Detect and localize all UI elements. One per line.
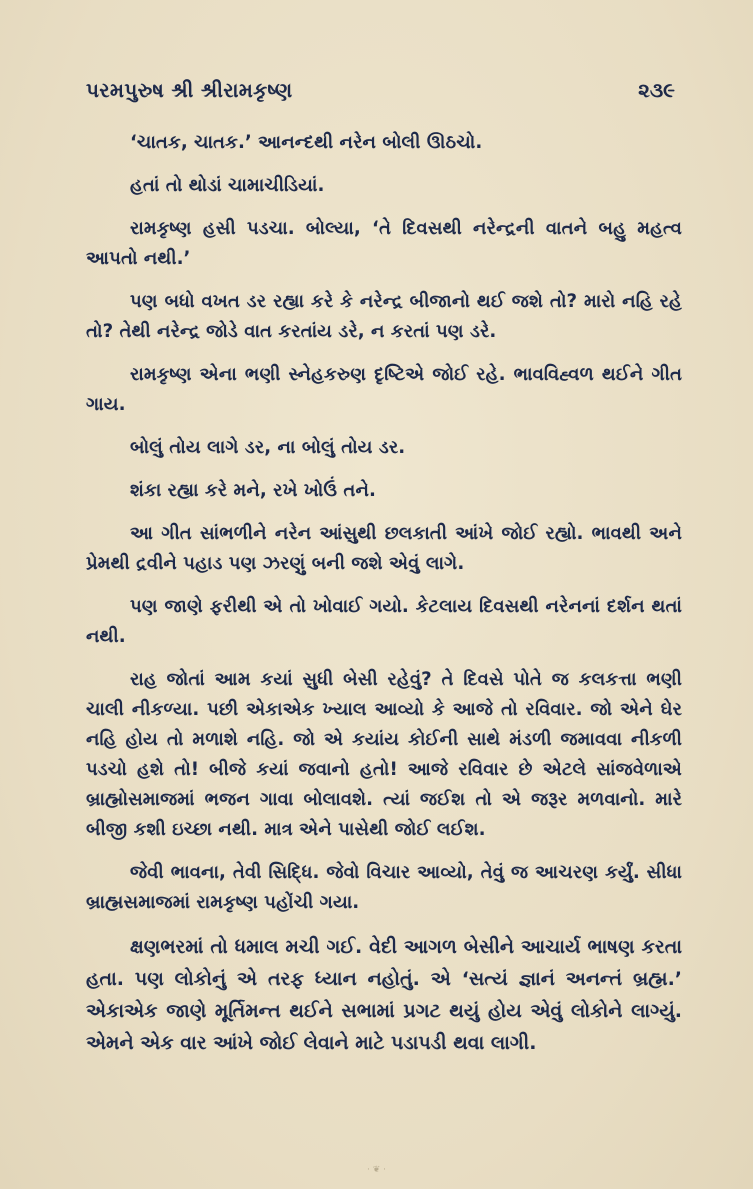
paragraph: રામકૃષ્ણ એના ભણી સ્નેહકરુણ દૃષ્ટિએ જોઈ રહે. ભાવવિહ્વળ થઈને ગીત ગાય. <box>86 364 682 415</box>
song-line: શંકા રહ્યા કરે મને, રખે ખોઉં તને. <box>130 480 376 501</box>
paragraph: રામકૃષ્ણ હસી પડચા. બોલ્યા, ‘તે દિવસથી નરેન્દ્રની વાતને બહુ મહત્વ આપતો નથી.’ <box>86 218 682 269</box>
paragraph: આ ગીત સાંભળીને નરેન આંસુથી છલકાતી આંખે જોઈ રહ્યો. ભાવથી અને પ્રેમથી દ્રવીને પહાડ પણ ઝરણું બની જશે એવું લાગે. <box>86 523 682 574</box>
paragraph: જેવી ભાવના, તેવી સિદ્ધિ. જેવો વિચાર આવ્યો, તેવું જ આચરણ કર્યું. સીધા બ્રાહ્મસમાજમાં રામકૃષ્ણ પહોંચી ગયા. <box>86 862 682 913</box>
paragraph: પણ બધો વખત ડર રહ્યા કરે કે નરેન્દ્ર બીજાનો થઈ જશે તો? મારો નહિ રહે તો? તેથી નરેન્દ્ર જોડે વાત કરતાંય ડરે, ન કરતાં પણ ડરે. <box>86 291 682 342</box>
song-line: બોલું તોય લાગે ડર, ના બોલું તોય ડર. <box>130 437 406 458</box>
paragraph: ક્ષણભરમાં તો ધમાલ મચી ગઈ. વેદી આગળ બેસીને આચાર્ય ભાષણ કરતા હતા. પણ લોકોનું એ તરફ ધ્યાન નહોતું. એ ‘સત્યં જ્ઞાનં અનન્તં બ્રહ્મ.’ એકાએક જાણે મૂર્તિમન્ત થઈને સભામાં પ્રગટ થયું હોય એવું લોકોને લાગ્યું. એમને એક વાર આંખે જોઈ લેવાને માટે પડાપડી થવા લાગી. <box>86 936 682 1054</box>
page-header <box>86 78 675 102</box>
paragraph: રાહ જોતાં આમ કયાં સુધી બેસી રહેવું? તે દિવસે પોતે જ કલકત્તા ભણી ચાલી નીકળ્યા. પછી એકાએક ખ્યાલ આવ્યો કે આજે તો રવિવાર. જો એને ઘેર નહિ હોય તો મળાશે નહિ. જો એ કયાંય કોઈની સાથે મંડળી જમાવવા નીકળી પડચો હશે તો! બીજે કયાં જવાનો હતો! આજે રવિવાર છે એટલે સાંજવેળાએ બ્રાહ્મોસમાજમાં ભજન ગાવા બોલાવશે. ત્યાં જઈશ તો એ જરૂર મળવાનો. મારે બીજી કશી ઇચ્છા નથી. માત્ર એને પાસેથી જોઈ લઈશ. <box>86 669 682 840</box>
page-number: ૨૩૯ <box>638 78 675 102</box>
body-text <box>86 128 682 1072</box>
paragraph: ‘ચાતક, ચાતક.’ આનન્દથી નરેન બોલી ઊઠચો. <box>130 132 483 153</box>
paragraph: પણ જાણે ફરીથી એ તો ખોવાઈ ગયો. કેટલાય દિવસથી નરેનનાં દર્શન થતાં નથી. <box>86 596 682 647</box>
paragraph: હતાં તો થોડાં ચામાચીડિયાં. <box>130 175 325 196</box>
page-ornament: · ❦ · <box>367 1165 386 1175</box>
running-head: પરમપુરુષ શ્રી શ્રીરામકૃષ્ણ <box>86 78 293 102</box>
